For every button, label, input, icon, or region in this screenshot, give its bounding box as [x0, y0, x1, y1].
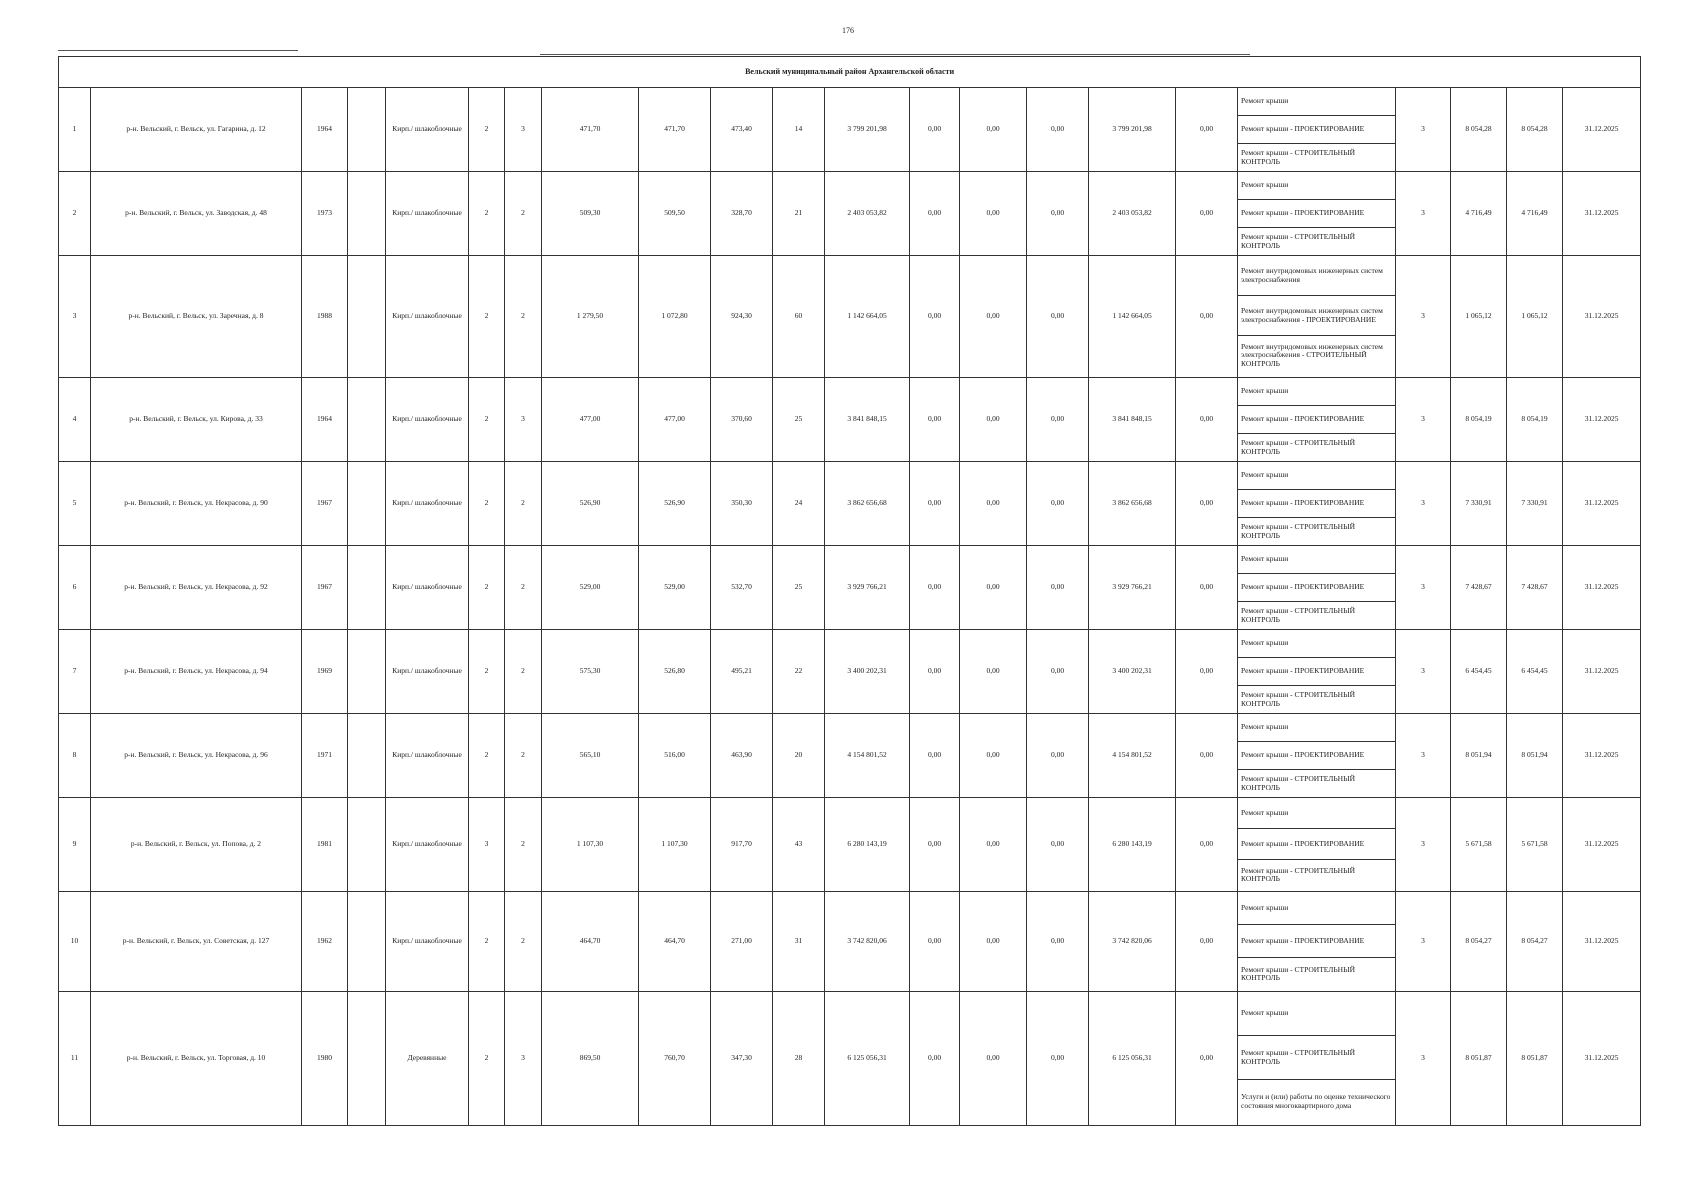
cell-cost-total: 2 403 053,82	[825, 172, 910, 256]
cell-works	[1238, 378, 1396, 462]
cell-area-living: 1 072,80	[639, 256, 711, 378]
cell-fund-other: 0,00	[1176, 88, 1238, 172]
cell-fund-budget-subject: 0,00	[960, 892, 1027, 992]
cell-floors: 2	[469, 88, 505, 172]
table-row	[59, 714, 1641, 798]
cell-area-total: 1 279,50	[542, 256, 639, 378]
cell-fund-other: 0,00	[1176, 256, 1238, 378]
work-item: Ремонт крыши - ПРОЕКТИРОВАНИЕ	[1238, 574, 1395, 602]
cell-residents: 22	[773, 630, 825, 714]
cell-residents: 60	[773, 256, 825, 378]
cell-works	[1238, 256, 1396, 378]
cell-num: 5	[59, 462, 91, 546]
cell-unit-cost: 8 051,94	[1451, 714, 1507, 798]
cell-year: 1967	[302, 546, 348, 630]
cell-fund-budget-subject: 0,00	[960, 630, 1027, 714]
cell-floors: 2	[469, 892, 505, 992]
cell-limit-cost: 8 054,19	[1507, 378, 1563, 462]
cell-commission	[348, 992, 386, 1126]
cell-year: 1988	[302, 256, 348, 378]
cell-year: 1967	[302, 462, 348, 546]
cell-fund-fkr: 0,00	[910, 88, 960, 172]
page-number: 176	[842, 26, 854, 35]
work-item: Ремонт крыши - ПРОЕКТИРОВАНИЕ	[1238, 925, 1395, 958]
cell-cost-total: 1 142 664,05	[825, 256, 910, 378]
work-item: Ремонт крыши - СТРОИТЕЛЬНЫЙ КОНТРОЛЬ	[1241, 606, 1356, 624]
cell-works	[1238, 992, 1396, 1126]
cell-num: 6	[59, 546, 91, 630]
cell-limit-cost: 8 051,87	[1507, 992, 1563, 1126]
cell-area-living: 516,00	[639, 714, 711, 798]
region-title: Вельский муниципальный район Архангельской области	[59, 57, 1641, 88]
cell-entrances: 2	[505, 462, 542, 546]
cell-unit-cost: 7 428,67	[1451, 546, 1507, 630]
cell-commission	[348, 172, 386, 256]
cell-limit-cost: 8 054,27	[1507, 892, 1563, 992]
work-item: Ремонт внутридомовых инженерных систем электроснабжения - СТРОИТЕЛЬНЫЙ КОНТРОЛЬ	[1241, 342, 1383, 368]
cell-fund-budget-local: 0,00	[1027, 88, 1089, 172]
cell-count: 3	[1396, 256, 1451, 378]
cell-num: 9	[59, 798, 91, 892]
cell-num: 1	[59, 88, 91, 172]
work-item: Ремонт крыши - СТРОИТЕЛЬНЫЙ КОНТРОЛЬ	[1241, 522, 1356, 540]
cell-fund-owners: 1 142 664,05	[1089, 256, 1176, 378]
cell-count: 3	[1396, 378, 1451, 462]
cell-address: р-н. Вельский, г. Вельск, ул. Торговая, д. 10	[91, 992, 302, 1126]
cell-material: Кирп./ шлакоблочные	[386, 378, 469, 462]
cell-cost-total: 3 929 766,21	[825, 546, 910, 630]
cell-num: 7	[59, 630, 91, 714]
cell-fund-other: 0,00	[1176, 462, 1238, 546]
work-item: Ремонт крыши - ПРОЕКТИРОВАНИЕ	[1238, 200, 1395, 228]
cell-fund-other: 0,00	[1176, 172, 1238, 256]
cell-deadline: 31.12.2025	[1563, 546, 1641, 630]
cell-material: Кирп./ шлакоблочные	[386, 462, 469, 546]
cell-fund-budget-subject: 0,00	[960, 992, 1027, 1126]
cell-unit-cost: 4 716,49	[1451, 172, 1507, 256]
work-item: Ремонт крыши - ПРОЕКТИРОВАНИЕ	[1238, 742, 1395, 770]
cell-fund-budget-local: 0,00	[1027, 992, 1089, 1126]
work-item: Ремонт внутридомовых инженерных систем электроснабжения	[1238, 256, 1395, 296]
work-item: Ремонт крыши - СТРОИТЕЛЬНЫЙ КОНТРОЛЬ	[1238, 1036, 1395, 1080]
cell-address: р-н. Вельский, г. Вельск, ул. Гагарина, д. 12	[91, 88, 302, 172]
cell-area-total: 565,10	[542, 714, 639, 798]
cell-fund-fkr: 0,00	[910, 714, 960, 798]
cell-num: 11	[59, 992, 91, 1126]
cell-count: 3	[1396, 992, 1451, 1126]
cell-fund-budget-subject: 0,00	[960, 378, 1027, 462]
cell-area-mop: 271,00	[711, 892, 773, 992]
cell-fund-budget-local: 0,00	[1027, 714, 1089, 798]
cell-fund-owners: 3 841 848,15	[1089, 378, 1176, 462]
cell-works	[1238, 630, 1396, 714]
cell-area-living: 760,70	[639, 992, 711, 1126]
table-row	[59, 378, 1641, 462]
cell-fund-budget-subject: 0,00	[960, 88, 1027, 172]
cell-count: 3	[1396, 798, 1451, 892]
work-item: Ремонт крыши	[1238, 630, 1395, 658]
cell-fund-budget-subject: 0,00	[960, 172, 1027, 256]
cell-residents: 24	[773, 462, 825, 546]
cell-fund-budget-local: 0,00	[1027, 256, 1089, 378]
cell-unit-cost: 6 454,45	[1451, 630, 1507, 714]
cell-fund-fkr: 0,00	[910, 992, 960, 1126]
cell-count: 3	[1396, 892, 1451, 992]
cell-fund-other: 0,00	[1176, 992, 1238, 1126]
cell-floors: 2	[469, 630, 505, 714]
cell-area-mop: 917,70	[711, 798, 773, 892]
cell-entrances: 2	[505, 172, 542, 256]
cell-works	[1238, 462, 1396, 546]
cell-area-living: 526,90	[639, 462, 711, 546]
cell-year: 1964	[302, 378, 348, 462]
cell-deadline: 31.12.2025	[1563, 378, 1641, 462]
cell-material: Кирп./ шлакоблочные	[386, 714, 469, 798]
cell-deadline: 31.12.2025	[1563, 714, 1641, 798]
cell-fund-budget-local: 0,00	[1027, 630, 1089, 714]
cell-fund-budget-local: 0,00	[1027, 798, 1089, 892]
cell-unit-cost: 7 330,91	[1451, 462, 1507, 546]
cell-floors: 2	[469, 172, 505, 256]
cell-cost-total: 4 154 801,52	[825, 714, 910, 798]
cell-material: Кирп./ шлакоблочные	[386, 88, 469, 172]
work-item: Ремонт крыши	[1238, 798, 1395, 829]
cell-fund-other: 0,00	[1176, 892, 1238, 992]
cell-material: Кирп./ шлакоблочные	[386, 256, 469, 378]
register-table	[58, 56, 1641, 1126]
work-item: Ремонт крыши - СТРОИТЕЛЬНЫЙ КОНТРОЛЬ	[1241, 232, 1356, 250]
cell-year: 1969	[302, 630, 348, 714]
cell-area-mop: 463,90	[711, 714, 773, 798]
cell-limit-cost: 1 065,12	[1507, 256, 1563, 378]
cell-area-living: 464,70	[639, 892, 711, 992]
cell-residents: 14	[773, 88, 825, 172]
work-item: Ремонт внутридомовых инженерных систем электроснабжения - ПРОЕКТИРОВАНИЕ	[1238, 296, 1395, 336]
cell-floors: 2	[469, 714, 505, 798]
cell-residents: 20	[773, 714, 825, 798]
cell-commission	[348, 892, 386, 992]
cell-area-living: 529,00	[639, 546, 711, 630]
cell-residents: 25	[773, 378, 825, 462]
cell-cost-total: 3 799 201,98	[825, 88, 910, 172]
cell-count: 3	[1396, 88, 1451, 172]
cell-area-mop: 495,21	[711, 630, 773, 714]
cell-limit-cost: 5 671,58	[1507, 798, 1563, 892]
cell-area-mop: 328,70	[711, 172, 773, 256]
cell-limit-cost: 7 428,67	[1507, 546, 1563, 630]
cell-cost-total: 6 280 143,19	[825, 798, 910, 892]
table-row	[59, 462, 1641, 546]
cell-count: 3	[1396, 546, 1451, 630]
cell-limit-cost: 8 054,28	[1507, 88, 1563, 172]
cell-deadline: 31.12.2025	[1563, 630, 1641, 714]
work-item: Ремонт крыши	[1238, 88, 1395, 116]
work-item: Ремонт крыши	[1238, 992, 1395, 1036]
cell-residents: 28	[773, 992, 825, 1126]
cell-year: 1980	[302, 992, 348, 1126]
cell-fund-owners: 6 125 056,31	[1089, 992, 1176, 1126]
cell-fund-fkr: 0,00	[910, 462, 960, 546]
work-item: Ремонт крыши - СТРОИТЕЛЬНЫЙ КОНТРОЛЬ	[1241, 148, 1356, 166]
cell-residents: 21	[773, 172, 825, 256]
work-item: Ремонт крыши - ПРОЕКТИРОВАНИЕ	[1238, 829, 1395, 860]
work-item: Ремонт крыши - СТРОИТЕЛЬНЫЙ КОНТРОЛЬ	[1241, 438, 1356, 456]
cell-fund-fkr: 0,00	[910, 256, 960, 378]
cell-entrances: 2	[505, 546, 542, 630]
cell-deadline: 31.12.2025	[1563, 256, 1641, 378]
cell-address: р-н. Вельский, г. Вельск, ул. Некрасова, д. 90	[91, 462, 302, 546]
cell-area-mop: 473,40	[711, 88, 773, 172]
cell-count: 3	[1396, 172, 1451, 256]
cell-deadline: 31.12.2025	[1563, 462, 1641, 546]
cell-address: р-н. Вельский, г. Вельск, ул. Заречная, д. 8	[91, 256, 302, 378]
cell-fund-budget-local: 0,00	[1027, 892, 1089, 992]
cell-fund-fkr: 0,00	[910, 546, 960, 630]
cell-commission	[348, 630, 386, 714]
cell-count: 3	[1396, 714, 1451, 798]
cell-entrances: 3	[505, 88, 542, 172]
cell-fund-budget-subject: 0,00	[960, 256, 1027, 378]
table-row	[59, 546, 1641, 630]
cell-works	[1238, 714, 1396, 798]
cell-year: 1971	[302, 714, 348, 798]
cell-fund-other: 0,00	[1176, 714, 1238, 798]
cell-deadline: 31.12.2025	[1563, 892, 1641, 992]
table-row	[59, 798, 1641, 892]
cell-address: р-н. Вельский, г. Вельск, ул. Попова, д. 2	[91, 798, 302, 892]
cell-count: 3	[1396, 462, 1451, 546]
cell-fund-owners: 3 799 201,98	[1089, 88, 1176, 172]
cell-cost-total: 6 125 056,31	[825, 992, 910, 1126]
cell-entrances: 2	[505, 714, 542, 798]
cell-residents: 43	[773, 798, 825, 892]
cell-area-mop: 347,30	[711, 992, 773, 1126]
work-item: Ремонт крыши	[1238, 714, 1395, 742]
table-row	[59, 88, 1641, 172]
cell-unit-cost: 1 065,12	[1451, 256, 1507, 378]
cell-fund-fkr: 0,00	[910, 378, 960, 462]
cell-fund-other: 0,00	[1176, 630, 1238, 714]
cell-area-mop: 924,30	[711, 256, 773, 378]
cell-fund-budget-local: 0,00	[1027, 462, 1089, 546]
cell-cost-total: 3 841 848,15	[825, 378, 910, 462]
cell-commission	[348, 378, 386, 462]
work-item: Ремонт крыши	[1238, 378, 1395, 406]
cell-deadline: 31.12.2025	[1563, 992, 1641, 1126]
cell-unit-cost: 5 671,58	[1451, 798, 1507, 892]
table-row	[59, 892, 1641, 992]
work-item: Ремонт крыши	[1238, 462, 1395, 490]
work-item: Ремонт крыши - ПРОЕКТИРОВАНИЕ	[1238, 490, 1395, 518]
cell-commission	[348, 256, 386, 378]
cell-fund-owners: 6 280 143,19	[1089, 798, 1176, 892]
cell-area-mop: 370,60	[711, 378, 773, 462]
cell-unit-cost: 8 054,19	[1451, 378, 1507, 462]
cell-material: Кирп./ шлакоблочные	[386, 892, 469, 992]
cell-area-total: 471,70	[542, 88, 639, 172]
cell-works	[1238, 798, 1396, 892]
cell-fund-fkr: 0,00	[910, 892, 960, 992]
cell-commission	[348, 714, 386, 798]
cell-entrances: 2	[505, 798, 542, 892]
work-item: Ремонт крыши - СТРОИТЕЛЬНЫЙ КОНТРОЛЬ	[1241, 774, 1356, 792]
cell-works	[1238, 172, 1396, 256]
cell-floors: 3	[469, 798, 505, 892]
cell-fund-budget-local: 0,00	[1027, 546, 1089, 630]
table-row	[59, 992, 1641, 1126]
top-rule-left	[58, 50, 298, 51]
cell-area-mop: 350,30	[711, 462, 773, 546]
cell-fund-owners: 3 862 656,68	[1089, 462, 1176, 546]
cell-fund-budget-subject: 0,00	[960, 798, 1027, 892]
table-row	[59, 630, 1641, 714]
cell-area-total: 575,30	[542, 630, 639, 714]
cell-unit-cost: 8 051,87	[1451, 992, 1507, 1126]
cell-unit-cost: 8 054,28	[1451, 88, 1507, 172]
cell-works	[1238, 546, 1396, 630]
cell-fund-budget-local: 0,00	[1027, 378, 1089, 462]
table-row	[59, 256, 1641, 378]
cell-deadline: 31.12.2025	[1563, 172, 1641, 256]
cell-fund-fkr: 0,00	[910, 798, 960, 892]
cell-deadline: 31.12.2025	[1563, 798, 1641, 892]
cell-year: 1981	[302, 798, 348, 892]
cell-area-total: 477,00	[542, 378, 639, 462]
cell-fund-owners: 4 154 801,52	[1089, 714, 1176, 798]
cell-works	[1238, 892, 1396, 992]
cell-floors: 2	[469, 462, 505, 546]
cell-entrances: 2	[505, 892, 542, 992]
cell-works	[1238, 88, 1396, 172]
cell-limit-cost: 4 716,49	[1507, 172, 1563, 256]
cell-floors: 2	[469, 546, 505, 630]
cell-area-living: 526,80	[639, 630, 711, 714]
cell-commission	[348, 462, 386, 546]
cell-limit-cost: 7 330,91	[1507, 462, 1563, 546]
work-item: Ремонт крыши - ПРОЕКТИРОВАНИЕ	[1238, 116, 1395, 144]
work-item: Ремонт крыши - СТРОИТЕЛЬНЫЙ КОНТРОЛЬ	[1241, 865, 1356, 883]
work-item: Ремонт крыши - СТРОИТЕЛЬНЫЙ КОНТРОЛЬ	[1241, 964, 1356, 982]
cell-floors: 2	[469, 256, 505, 378]
cell-deadline: 31.12.2025	[1563, 88, 1641, 172]
cell-count: 3	[1396, 630, 1451, 714]
cell-fund-owners: 3 400 202,31	[1089, 630, 1176, 714]
cell-num: 4	[59, 378, 91, 462]
cell-material: Кирп./ шлакоблочные	[386, 630, 469, 714]
cell-year: 1962	[302, 892, 348, 992]
region-header-row	[59, 57, 1641, 88]
cell-entrances: 3	[505, 992, 542, 1126]
cell-fund-budget-subject: 0,00	[960, 714, 1027, 798]
work-item: Ремонт крыши - ПРОЕКТИРОВАНИЕ	[1238, 406, 1395, 434]
cell-address: р-н. Вельский, г. Вельск, ул. Некрасова, д. 96	[91, 714, 302, 798]
cell-area-living: 509,50	[639, 172, 711, 256]
top-rule-middle	[540, 54, 1250, 55]
cell-num: 3	[59, 256, 91, 378]
cell-fund-budget-subject: 0,00	[960, 546, 1027, 630]
cell-cost-total: 3 862 656,68	[825, 462, 910, 546]
cell-fund-other: 0,00	[1176, 378, 1238, 462]
cell-address: р-н. Вельский, г. Вельск, ул. Некрасова, д. 94	[91, 630, 302, 714]
cell-unit-cost: 8 054,27	[1451, 892, 1507, 992]
cell-limit-cost: 8 051,94	[1507, 714, 1563, 798]
cell-area-total: 1 107,30	[542, 798, 639, 892]
cell-fund-other: 0,00	[1176, 546, 1238, 630]
cell-area-total: 529,00	[542, 546, 639, 630]
work-item: Ремонт крыши - СТРОИТЕЛЬНЫЙ КОНТРОЛЬ	[1241, 690, 1356, 708]
cell-commission	[348, 546, 386, 630]
cell-entrances: 3	[505, 378, 542, 462]
cell-area-living: 1 107,30	[639, 798, 711, 892]
cell-area-living: 477,00	[639, 378, 711, 462]
cell-address: р-н. Вельский, г. Вельск, ул. Кирова, д. 33	[91, 378, 302, 462]
cell-area-living: 471,70	[639, 88, 711, 172]
cell-area-total: 526,90	[542, 462, 639, 546]
cell-area-mop: 532,70	[711, 546, 773, 630]
cell-fund-owners: 3 929 766,21	[1089, 546, 1176, 630]
cell-floors: 2	[469, 992, 505, 1126]
cell-cost-total: 3 742 820,06	[825, 892, 910, 992]
cell-area-total: 869,50	[542, 992, 639, 1126]
cell-year: 1973	[302, 172, 348, 256]
cell-address: р-н. Вельский, г. Вельск, ул. Советская, д. 127	[91, 892, 302, 992]
cell-fund-owners: 2 403 053,82	[1089, 172, 1176, 256]
work-item: Услуги и (или) работы по оценке технического состояния многоквартирного дома	[1241, 1092, 1391, 1110]
cell-commission	[348, 798, 386, 892]
cell-limit-cost: 6 454,45	[1507, 630, 1563, 714]
cell-num: 8	[59, 714, 91, 798]
cell-material: Кирп./ шлакоблочные	[386, 172, 469, 256]
cell-num: 10	[59, 892, 91, 992]
cell-entrances: 2	[505, 630, 542, 714]
cell-material: Деревянные	[386, 992, 469, 1126]
cell-num: 2	[59, 172, 91, 256]
cell-material: Кирп./ шлакоблочные	[386, 798, 469, 892]
cell-cost-total: 3 400 202,31	[825, 630, 910, 714]
cell-fund-budget-subject: 0,00	[960, 462, 1027, 546]
cell-fund-fkr: 0,00	[910, 172, 960, 256]
cell-residents: 25	[773, 546, 825, 630]
cell-material: Кирп./ шлакоблочные	[386, 546, 469, 630]
cell-year: 1964	[302, 88, 348, 172]
cell-address: р-н. Вельский, г. Вельск, ул. Некрасова, д. 92	[91, 546, 302, 630]
cell-fund-budget-local: 0,00	[1027, 172, 1089, 256]
cell-fund-other: 0,00	[1176, 798, 1238, 892]
cell-floors: 2	[469, 378, 505, 462]
work-item: Ремонт крыши	[1238, 546, 1395, 574]
table-row	[59, 172, 1641, 256]
cell-area-total: 509,30	[542, 172, 639, 256]
cell-area-total: 464,70	[542, 892, 639, 992]
cell-address: р-н. Вельский, г. Вельск, ул. Заводская, д. 48	[91, 172, 302, 256]
cell-fund-owners: 3 742 820,06	[1089, 892, 1176, 992]
work-item: Ремонт крыши - ПРОЕКТИРОВАНИЕ	[1238, 658, 1395, 686]
cell-entrances: 2	[505, 256, 542, 378]
cell-fund-fkr: 0,00	[910, 630, 960, 714]
cell-residents: 31	[773, 892, 825, 992]
work-item: Ремонт крыши	[1238, 892, 1395, 925]
cell-commission	[348, 88, 386, 172]
work-item: Ремонт крыши	[1238, 172, 1395, 200]
